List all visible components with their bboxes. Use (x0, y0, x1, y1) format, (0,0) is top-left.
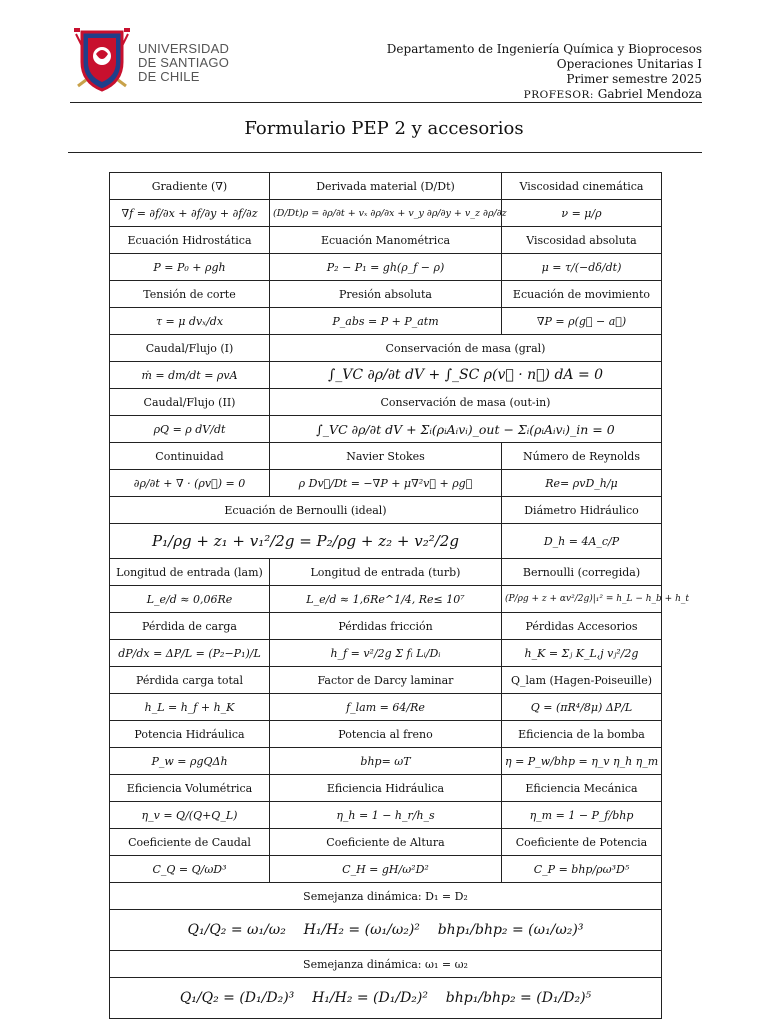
label-row (110, 227, 662, 254)
formula-cell: (P/ρg + z + αv²/2g)|₁² = h_L − h_b + h_t (502, 586, 662, 613)
formula-label: Semejanza dinámica: D₁ = D₂ (110, 883, 662, 910)
formula-label: Pérdida de carga (110, 613, 270, 640)
formula-row (110, 470, 662, 497)
formula-cell: Q = (πR⁴/8μ) ΔP/L (502, 694, 662, 721)
formula-cell: ∫_VC ∂ρ/∂t dV + Σᵢ(ρᵢAᵢvᵢ)_out − Σᵢ(ρᵢAᵢvᵢ)_in = 0 (270, 416, 662, 443)
label-row (110, 173, 662, 200)
formula-label: Continuidad (110, 443, 270, 470)
formula-row (110, 254, 662, 281)
formula-cell: f_lam = 64/Re (270, 694, 502, 721)
formula-cell: η_h = 1 − h_r/h_s (270, 802, 502, 829)
formula-label: Pérdidas fricción (270, 613, 502, 640)
formula-cell: ν = μ/ρ (502, 200, 662, 227)
formula-label: Viscosidad cinemática (502, 173, 662, 200)
formula-label: Número de Reynolds (502, 443, 662, 470)
formula-label: Potencia Hidráulica (110, 721, 270, 748)
label-row (110, 667, 662, 694)
formula-row (110, 586, 662, 613)
formula-label: Longitud de entrada (lam) (110, 559, 270, 586)
formula-label: Q_lam (Hagen-Poiseuille) (502, 667, 662, 694)
formula-cell: h_L = h_f + h_K (110, 694, 270, 721)
formula-row (110, 856, 662, 883)
formula-cell: η_v = Q/(Q+Q_L) (110, 802, 270, 829)
formula-label: Eficiencia de la bomba (502, 721, 662, 748)
formula-cell: D_h = 4A_c/P (502, 524, 662, 559)
university-line: UNIVERSIDAD (138, 41, 230, 56)
course-name: Operaciones Unitarias I (556, 57, 702, 71)
label-row (110, 281, 662, 308)
formula-label: Coeficiente de Altura (270, 829, 502, 856)
formula-cell: ∫_VC ∂ρ/∂t dV + ∫_SC ρ(v⃗ · n⃗) dA = 0 (270, 362, 662, 389)
formula-label: Tensión de corte (110, 281, 270, 308)
formula-row (110, 802, 662, 829)
label-row (110, 721, 662, 748)
label-row (110, 497, 662, 524)
usach-shield-icon (72, 24, 132, 94)
formula-cell: η = P_w/bhp = η_v η_h η_m (502, 748, 662, 775)
label-row (110, 775, 662, 802)
formula-cell: C_P = bhp/ρω³D⁵ (502, 856, 662, 883)
formula-cell: P_w = ρgQΔh (110, 748, 270, 775)
page-header (72, 24, 702, 104)
formula-cell: bhp= ωT (270, 748, 502, 775)
formula-label: Ecuación de movimiento (502, 281, 662, 308)
university-line: DE CHILE (138, 69, 200, 84)
formula-cell: h_f = v²/2g Σ fᵢ Lᵢ/Dᵢ (270, 640, 502, 667)
formula-label: Eficiencia Mecánica (502, 775, 662, 802)
formula-label: Ecuación de Bernoulli (ideal) (110, 497, 502, 524)
course-info (387, 42, 702, 103)
professor (387, 87, 702, 103)
formula-row (110, 640, 662, 667)
label-row (110, 829, 662, 856)
formula-cell: ∇P = ρ(g⃗ − a⃗) (502, 308, 662, 335)
department-name: Departamento de Ingeniería Química y Bioprocesos (386, 42, 702, 56)
formula-cell: (D/Dt)ρ = ∂ρ/∂t + vₓ ∂ρ/∂x + v_y ∂ρ/∂y + v_z ∂ρ/∂z (270, 200, 502, 227)
formula-label: Conservación de masa (gral) (270, 335, 662, 362)
header-rule (70, 102, 702, 103)
formula-cell: P_abs = P + P_atm (270, 308, 502, 335)
formula-cell: ∇f = ∂f/∂x + ∂f/∂y + ∂f/∂z (110, 200, 270, 227)
formula-row (110, 524, 662, 559)
formula-row (110, 200, 662, 227)
title-rule (68, 152, 702, 153)
formula-cell: ṁ = dm/dt = ρvA (110, 362, 270, 389)
formula-row (110, 362, 662, 389)
formula-label: Caudal/Flujo (I) (110, 335, 270, 362)
formula-cell: P₂ − P₁ = gh(ρ_f − ρ) (270, 254, 502, 281)
formula-label: Caudal/Flujo (II) (110, 389, 270, 416)
formula-label: Coeficiente de Potencia (502, 829, 662, 856)
formula-row (110, 308, 662, 335)
formula-cell: Q₁/Q₂ = (D₁/D₂)³ H₁/H₂ = (D₁/D₂)² bhp₁/bhp₂ = (D₁/D₂)⁵ (110, 978, 662, 1019)
formula-label: Factor de Darcy laminar (270, 667, 502, 694)
formula-cell: P₁/ρg + z₁ + v₁²/2g = P₂/ρg + z₂ + v₂²/2g (110, 524, 502, 559)
label-row (110, 613, 662, 640)
formula-cell: L_e/d ≈ 0,06Re (110, 586, 270, 613)
formula-cell: ρ Dv⃗/Dt = −∇P + μ∇²v⃗ + ρg⃗ (270, 470, 502, 497)
formula-cell: ρQ = ρ dV/dt (110, 416, 270, 443)
formula-table (109, 172, 689, 1019)
formula-label: Bernoulli (corregida) (502, 559, 662, 586)
formula-label: Ecuación Manométrica (270, 227, 502, 254)
label-row (110, 335, 662, 362)
formula-label: Eficiencia Volumétrica (110, 775, 270, 802)
formula-label: Gradiente (∇) (110, 173, 270, 200)
formula-label: Derivada material (D/Dt) (270, 173, 502, 200)
professor-name: Gabriel Mendoza (597, 87, 702, 101)
formula-label: Coeficiente de Caudal (110, 829, 270, 856)
label-row (110, 559, 662, 586)
formula-label: Longitud de entrada (turb) (270, 559, 502, 586)
university-line: DE SANTIAGO (138, 55, 230, 70)
formula-cell: τ = μ dvₓ/dx (110, 308, 270, 335)
formula-cell: C_Q = Q/ωD³ (110, 856, 270, 883)
formula-cell: L_e/d ≈ 1,6Re^1/4, Re≤ 10⁷ (270, 586, 502, 613)
formula-row (110, 910, 662, 951)
formula-cell: C_H = gH/ω²D² (270, 856, 502, 883)
formula-label: Pérdidas Accesorios (502, 613, 662, 640)
formula-label: Eficiencia Hidráulica (270, 775, 502, 802)
formula-label: Viscosidad absoluta (502, 227, 662, 254)
formula-row (110, 978, 662, 1019)
professor-label: PROFESOR: (523, 89, 594, 101)
formula-cell: ∂ρ/∂t + ∇ · (ρv⃗) = 0 (110, 470, 270, 497)
formula-cell: dP/dx = ΔP/L = (P₂−P₁)/L (110, 640, 270, 667)
formula-label: Presión absoluta (270, 281, 502, 308)
formula-label: Pérdida carga total (110, 667, 270, 694)
formula-cell: Re= ρvD_h/μ (502, 470, 662, 497)
formula-row (110, 416, 662, 443)
label-row (110, 951, 662, 978)
semester: Primer semestre 2025 (566, 72, 702, 86)
label-row (110, 389, 662, 416)
formula-label: Navier Stokes (270, 443, 502, 470)
formula-label: Diámetro Hidráulico (502, 497, 662, 524)
page-title: Formulario PEP 2 y accesorios (244, 118, 524, 139)
formula-label: Potencia al freno (270, 721, 502, 748)
formula-cell: μ = τ/(−dδ/dt) (502, 254, 662, 281)
label-row (110, 883, 662, 910)
formula-row (110, 748, 662, 775)
formula-label: Conservación de masa (out-in) (270, 389, 662, 416)
formula-label: Ecuación Hidrostática (110, 227, 270, 254)
formula-row (110, 694, 662, 721)
label-row (110, 443, 662, 470)
university-name (138, 42, 229, 84)
formula-cell: η_m = 1 − P_f/bhp (502, 802, 662, 829)
formula-label: Semejanza dinámica: ω₁ = ω₂ (110, 951, 662, 978)
formula-cell: P = P₀ + ρgh (110, 254, 270, 281)
formula-cell: Q₁/Q₂ = ω₁/ω₂ H₁/H₂ = (ω₁/ω₂)² bhp₁/bhp₂ = (ω₁/ω₂)³ (110, 910, 662, 951)
formula-cell: h_K = Σⱼ K_L,j vⱼ²/2g (502, 640, 662, 667)
